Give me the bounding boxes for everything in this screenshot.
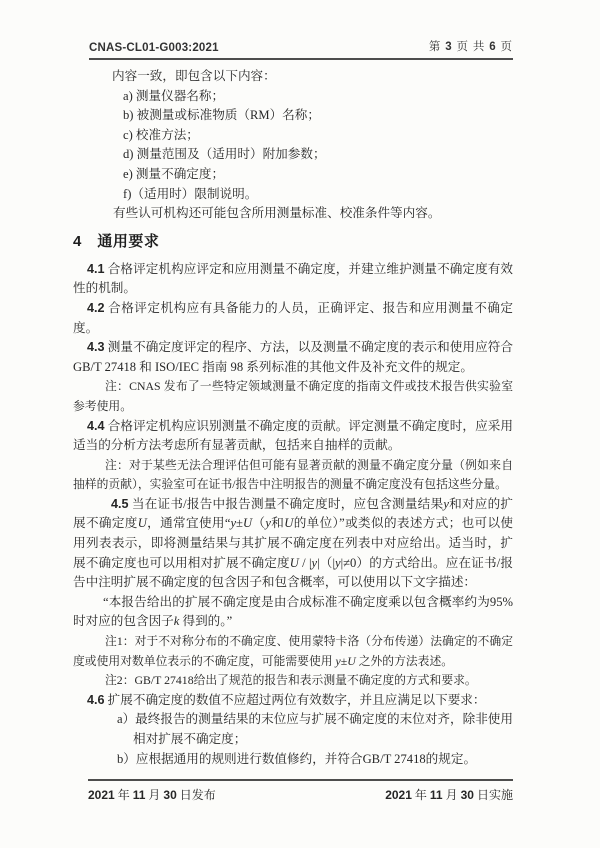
section-heading: 4 通用要求 [73, 232, 160, 250]
clause-4-2: 4.2 合格评定机构应有具备能力的人员，正确评定、报告和应用测量不确定度。 [73, 300, 513, 335]
paragraph-list-note: 有些认可机构还可能包含所用测量标准、校准条件等内容。 [113, 206, 441, 221]
note-4-4: 注：对于某些无法合理评估但可能有显著贡献的测量不确定度分量（例如来自抽样的贡献），实验室可在证书/报告中注明报告的测量不确定度没有包括这些分量。 [73, 457, 513, 492]
paragraph-intro: 内容一致，即包含以下内容： [112, 69, 276, 83]
clause-4-5: 4.5 当在证书/报告中报告测量不确定度时，应包含测量结果y和对应的扩展不确定度U，通常宜使用“y±U（y和U的单位）”或类似的表述方式；也可以使用列表表示，即将测量结果与其扩展不确定度在列表中对应给出。适当时，扩展不确定度也可以用相对扩展不确定度U / |y|（|y|≠0）的方式给出。应在证书/报告中注明扩展不确定度的包含因子和包含概率，可以使用以下文字描述： [73, 496, 513, 590]
clause-4-3: 4.3 测量不确定度评定的程序、方法，以及测量不确定度的表示和使用应符合 GB/T 27418 和 ISO/IEC 指南 98 系列标准的其他文件及补充文件的规定。 [73, 340, 513, 374]
note-4-3: 注：CNAS 发布了一些特定领域测量不确定度的指南文件或技术报告供实验室参考使用。 [73, 379, 513, 413]
uncertainty-statement-quote: “本报告给出的扩展不确定度是由合成标准不确定度乘以包含概率约为95%时对应的包含因子k 得到的。” [73, 594, 513, 629]
list-item-d: d) 测量范围及（适用时）附加参数； [123, 147, 326, 162]
clause-4-1: 4.1 合格评定机构应评定和应用测量不确定度，并建立维护测量不确定度有效性的机制。 [73, 261, 513, 296]
clause-4-6: 4.6 扩展不确定度的数值不应超过两位有效数字，并且应满足以下要求： [87, 692, 486, 707]
list-item-e: e) 测量不确定度； [123, 166, 225, 181]
page-indicator: 第 3 页 共 6 页 [428, 41, 513, 53]
implementation-date: 2021 年 11 月 30 日实施 [385, 788, 513, 802]
clause-4-6-item-b: b）应根据通用的规则进行数值修约，并符合GB/T 27418的规定。 [117, 751, 477, 766]
page-footer [88, 779, 513, 803]
list-item-a: a) 测量仪器名称； [123, 88, 225, 103]
note-4-5-1: 注1：对于不对称分布的不确定度、使用蒙特卡洛（分布传递）法确定的不确定度或使用对数单位表示的不确定度，可能需要使用 y±U 之外的方法表述。 [73, 634, 513, 668]
list-item-c: c) 校准方法； [123, 127, 199, 142]
release-date: 2021 年 11 月 30 日发布 [88, 788, 216, 802]
list-item-b: b) 被测量或标准物质（RM）名称； [123, 108, 320, 123]
clause-4-6-item-a: a）最终报告的测量结果的末位应与扩展不确定度的末位对齐，除非使用相对扩展不确定度； [117, 712, 513, 746]
list-item-f: f)（适用时）限制说明。 [123, 186, 258, 201]
note-4-5-2: 注2：GB/T 27418给出了规范的报告和表示测量不确定度的方式和要求。 [105, 673, 477, 688]
page-header [89, 38, 513, 60]
document-body [73, 67, 513, 769]
doc-number: CNAS-CL01-G003:2021 [89, 42, 219, 54]
clause-4-4: 4.4 合格评定机构应识别测量不确定度的贡献。评定测量不确定度时，应采用适当的分析方法考虑所有显著贡献，包括来自抽样的贡献。 [73, 418, 513, 453]
